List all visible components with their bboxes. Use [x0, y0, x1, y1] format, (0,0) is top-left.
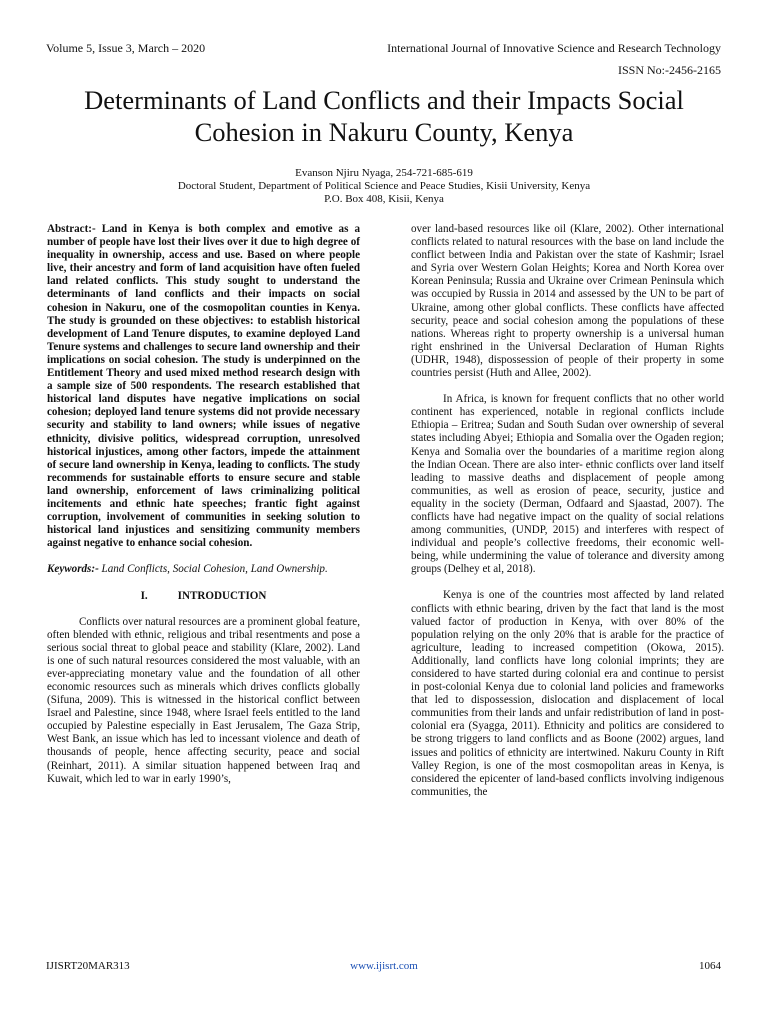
abstract: Abstract:- Land in Kenya is both complex and emotive as a number of people have lost their lives over it due to high degree of inequality in ownership, access and use. Based on where people live, their ancestry and form of land acquisition have often fueled land related conflicts. This study sought to understand the determinants of land conflicts and their impacts on social cohesion in Nakuru, one of the cosmopolitan counties in Kenya. The study is grounded on these objectives: to establish historical development of Land Tenure disputes, to examine deployed Land Tenure systems and challenges to secure land ownership and their implications on social cohesion. The study is underpinned on the Entitlement Theory and used mixed method research design with a sample size of 500 respondents. The research established that historical land disputes have negative implications on social cohesion; deployed land tenure systems did not provide necessary security and stability to land owners; while issues of negative ethnicity, divisive politics, widespread corruption, unresolved historical injustices, among other factors, impede the attainment of secure land ownership in Kenya, leading to conflicts. The study recommends for sustainable efforts to ensure secure and stable land ownership, enforcement of laws criminalizing political incitements and ethnic hate speeches; frantic fight against corruption, involvement of communities in seeking solution to historical land injustices and sensitizing community members against negative to enhance social cohesion.	[47, 223, 360, 550]
paragraph-1: Conflicts over natural resources are a prominent global feature, often blended with ethnic, religious and tribal resentments and pose a serious social threat to global peace and stability (Klare, 2002). Land is one of such natural resources considered the most valuable, with an ever-appreciating monetary value and the foundation of all other economic resources such as minerals which drives conflicts globally (Sifuna, 2009). This is witnessed in the historical conflict between Israel and Palestine, since 1948, where Israel feels entitled to the land occupied by Palestine especially in East Jerusalem, The Gaza Strip, West Bank, an issue which has led to incessant violence and death of thousands of people, hence affecting security, peace and social (Reinhart, 2011). A similar situation happened between Iraq and Kuwait, which led to war in early 1990’s,	[47, 615, 360, 785]
author-affiliation: Doctoral Student, Department of Political Science and Peace Studies, Kisii University, Kenya	[177, 180, 591, 192]
section-title: INTRODUCTION	[177, 590, 267, 603]
author-address: P.O. Box 408, Kisii, Kenya	[324, 193, 444, 205]
section-heading-introduction	[47, 590, 360, 603]
left-column	[47, 223, 360, 786]
journal-volume: Volume 5, Issue 3, March – 2020	[46, 41, 206, 55]
author-block	[40, 167, 728, 206]
paragraph-1-continued: over land-based resources like oil (Klare, 2002). Other international conflicts related to natural resources with the base on land include the conflict between India and Pakistan over the state of Kashmir; Israel and Syria over Western Golan Heights; Korea and North Korea over Korean Peninsula; Russia and Ukraine over Crimean Peninsula which was occupied by Russia in 2014 and assessed by the UN to be part of Ukraine, among other global conflicts. These conflicts have affected security, peace and social cohesion among the populations of these nations. Whereas right to property ownership is a universal human right enshrined in the Universal Declaration of Human Rights (UDHR, 1948), dispossession of people of their property in some countries persist (Huth and Allee, 2002).	[411, 223, 724, 380]
footer-article-code: IJISRT20MAR313	[46, 960, 130, 972]
keywords-label: Keywords:-	[47, 563, 99, 576]
paragraph-3: Kenya is one of the countries most affected by land related conflicts with ethnic bearing, driven by the fact that land is the most valued factor of production in Kenya, with over 80% of the population relying on the only 20% that is arable for the practice of agriculture, leading to increased competition (Okowa, 2015). Additionally, land conflicts have long colonial imprints; they are considered to have started during colonial era and continue to persist in post-colonial Kenya due to colonial land policies and frameworks that led to dispossession, dislocation and displacement of local communities from their lands and unfair redistribution of land in post-colonial era (Syagga, 2011). Ethnicity and politics are considered to be strong triggers to land conflicts and as Boone (2002) argues, land issues and politics of ethnicity are intertwined. Nakuru County in Rift Valley Region, is one of the most cosmopolitan areas in Kenya, is considered the epicenter of land-based conflicts involving indigenous communities, the	[411, 589, 724, 798]
right-column	[411, 223, 724, 799]
section-number: I.	[140, 590, 148, 603]
paragraph-2: In Africa, is known for frequent conflicts that no other world continent has experienced, notable in regional conflicts include Ethiopia – Eritrea; Sudan and South Sudan over ownership of several states including Abyei; Ethiopia and Somalia over the Ogaden region; Kenya and Somalia over the boundaries of a maritime region along the Indian Ocean. There are also inter- ethnic conflicts over land itself leading to massive deaths and displacement of people among communities, as well as erosion of peace, security, justice and equality in the society (Derman, Odfaard and Sjaastad, 2007). The conflicts have had negative impact on the quality of social relations among communities, (UNDP, 2015) and interferes with respect of individual and people’s collective freedoms, their economic well-being, while undermining the value of tolerance and diversity among groups (Delhey et al, 2018).	[411, 393, 724, 576]
keywords	[47, 563, 360, 576]
journal-name: International Journal of Innovative Science and Research Technology	[387, 41, 721, 55]
paper-title: Determinants of Land Conflicts and their Impacts Social Cohesion in Nakuru County, Kenya	[84, 85, 684, 147]
footer-website-link[interactable]: www.ijisrt.com	[350, 960, 418, 972]
keywords-text: Land Conflicts, Social Cohesion, Land Ownership.	[98, 563, 328, 576]
footer-page-number: 1064	[699, 960, 721, 972]
author-name: Evanson Njiru Nyaga, 254-721-685-619	[295, 167, 473, 179]
journal-issn: ISSN No:-2456-2165	[617, 63, 721, 77]
